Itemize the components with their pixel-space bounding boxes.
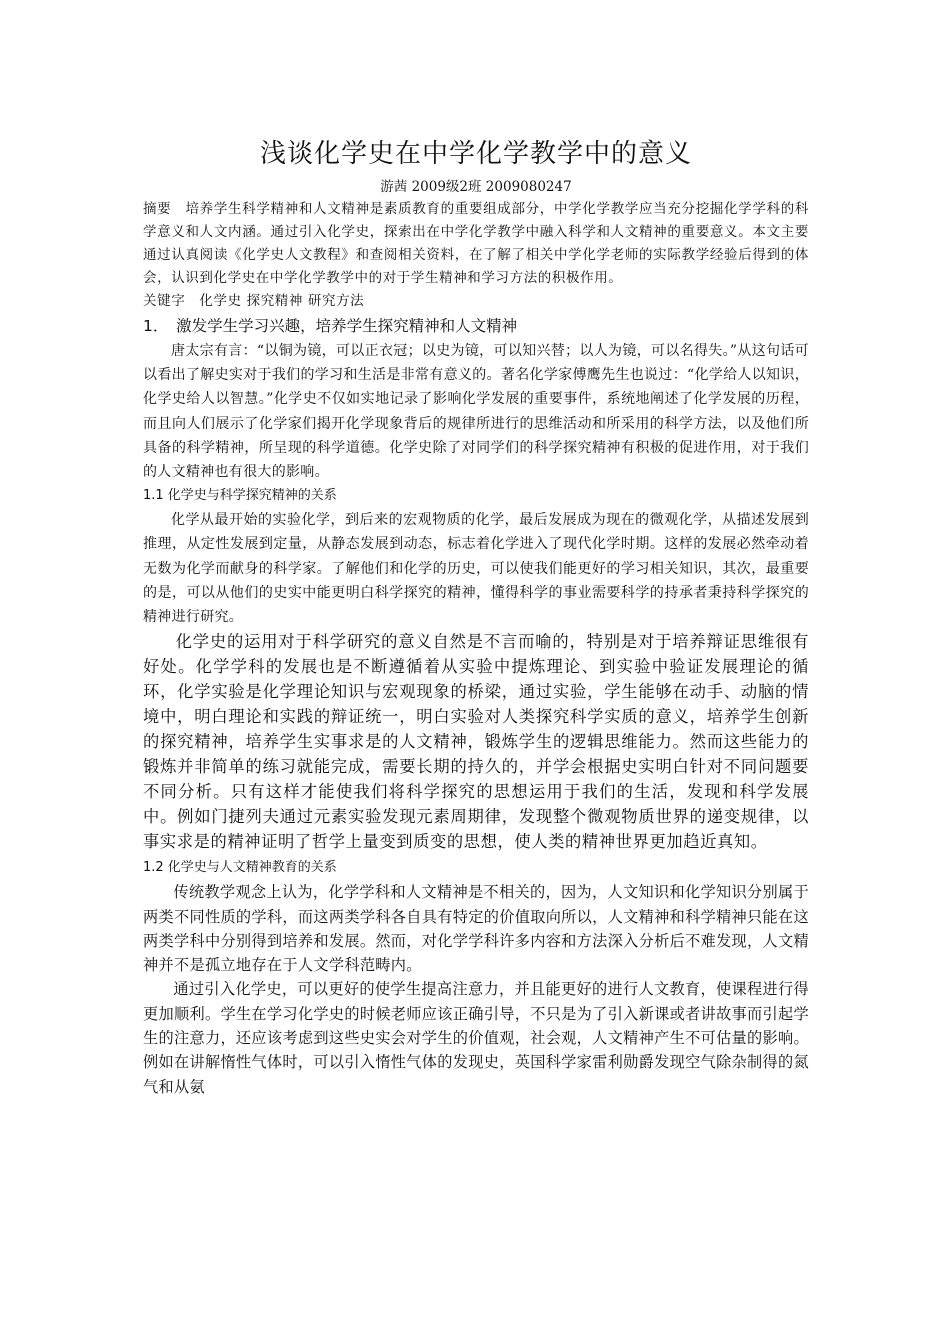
section-1-1-paragraph-2: 化学史的运用对于科学研究的意义自然是不言而喻的，特别是对于培养辩证思维很有好处。化学学科的发展也是不断遵循着从实验中提炼理论、到实验中验证发展理论的循环，化学实验是化学理论知识与宏观现象的桥梁，通过实验，学生能够在动手、动脑的情境中，明白理论和实践的辩证统一，明白实验对人类探究科学实质的意义，培养学生创新的探究精神，培养学生实事求是的人文精神，锻炼学生的逻辑思维能力。然而这些能力的锻炼并非简单的练习就能完成，需要长期的持久的，并学会根据史实明白针对不同问题要不同分析。只有这样才能使我们将科学探究的思想运用于我们的生活，发现和科学发展中。例如门捷列夫通过元素实验发现元素周期律，发现整个微观物质世界的递变规律，以事实求是的精神证明了哲学上量变到质变的思想，使人类的精神世界更加趋近真知。 — [143, 632, 809, 852]
section-1-2-paragraph-1: 传统教学观念上认为，化学学科和人文精神是不相关的，因为，人文知识和化学知识分别属于两类不同性质的学科，而这两类学科各自具有特定的价值取向所以，人文精神和科学精神只能在这两类学科中分别得到培养和发展。然而，对化学学科许多内容和方法深入分析后不难发现，人文精神并不是孤立地存在于人文学科范畴内。 — [143, 883, 809, 975]
abstract: 摘要 培养学生科学精神和人文精神是素质教育的重要组成部分，中学化学教学应当充分挖掘化学学科的科学意义和人文内涵。通过引入化学史，探索出在中学化学教学中融入科学和人文精神的重要意义。本文主要通过认真阅读《化学史人文教程》和查阅相关资料，在了解了相关中学化学老师的实际教学经验后得到的体会，认识到化学史在中学化学教学中的对于学生精神和学习方法的积极作用。 — [143, 201, 809, 286]
section-1-2-paragraph-2: 通过引入化学史，可以更好的使学生提高注意力，并且能更好的进行人文教育，使课程进行得更加顺利。学生在学习化学史的时候老师应该正确引导，不只是为了引入新课或者讲故事而引起学生的注意力，还应该考虑到这些史实会对学生的价值观，社会观，人文精神产生不可估量的影响。例如在讲解惰性气体时，可以引入惰性气体的发现史，英国科学家雷利勋爵发现空气除杂制得的氮气和从氨 — [143, 980, 809, 1096]
section-1-1-paragraph-1: 化学从最开始的实验化学，到后来的宏观物质的化学，最后发展成为现在的微观化学，从描述发展到推理，从定性发展到定量，从静态发展到动态，标志着化学进入了现代化学时期。这样的发展必然牵动着无数为化学而献身的科学家。了解他们和化学的历史，可以使我们能更好的学习相关知识，其次，最重要的是，可以从他们的史实中能更明白科学探究的精神，懂得科学的事业需要科学的持承者秉持科学探究的精神进行研究。 — [143, 512, 809, 626]
section-1-heading: 1． 激发学生学习兴趣，培养学生探究精神和人文精神 — [143, 317, 518, 335]
section-1-1-heading: 1.1 化学史与科学探究精神的关系 — [143, 488, 337, 504]
keywords: 关键字 化学史 探究精神 研究方法 — [143, 293, 365, 309]
document-title: 浅谈化学史在中学化学教学中的意义 — [259, 139, 692, 169]
author-line: 游茜 2009级2班 2009080247 — [380, 179, 572, 195]
document-page — [143, 132, 809, 1099]
section-1-2-heading: 1.2 化学史与人文精神教育的关系 — [143, 860, 337, 876]
section-1-paragraph: 唐太宗有言：“以铜为镜，可以正衣冠；以史为镜，可以知兴替；以人为镜，可以名得失。”从这句话可以看出了解史实对于我们的学习和生活是非常有意义的。著名化学家傅鹰先生也说过：“化学给人以知识，化学史给人以智慧。”化学史不仅如实地记录了影响化学发展的重要事件，系统地阐述了化学发展的历程，而且向人们展示了化学家们揭开化学现象背后的规律所进行的思维活动和所采用的科学方法，以及他们所具备的科学精神，所呈现的科学道德。化学史除了对同学们的科学探究精神有积极的促进作用，对于我们的人文精神也有很大的影响。 — [143, 343, 809, 481]
